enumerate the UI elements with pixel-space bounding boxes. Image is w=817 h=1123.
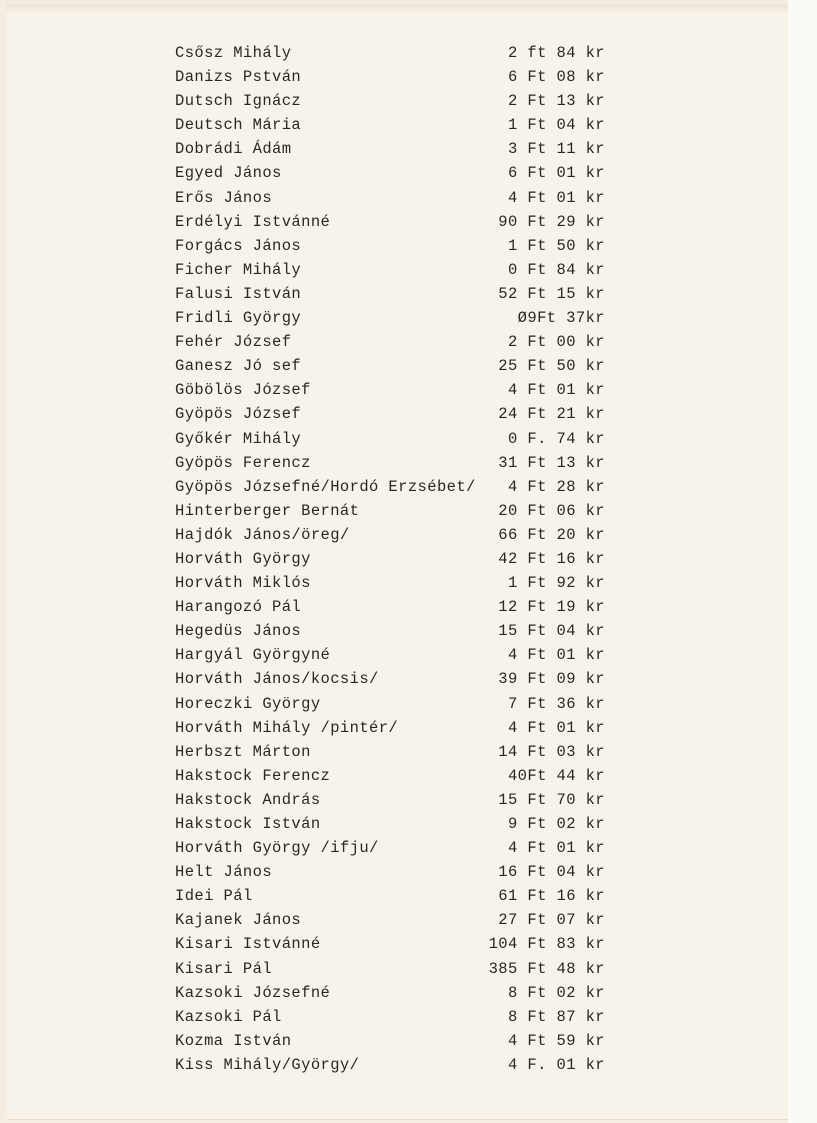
amount: 8 Ft 87 kr [507,1007,605,1026]
person-name: Kazsoki Pál [175,1007,282,1026]
amount: 39 Ft 09 kr [498,670,605,689]
amount: 8 Ft 02 kr [507,983,605,1002]
ledger-row [175,643,615,667]
amount: 4 Ft 01 kr [507,188,605,207]
amount: 4 Ft 01 kr [507,718,605,737]
ledger-row [175,571,615,595]
person-name: Herbszt Márton [175,742,311,761]
ledger-row [175,1053,615,1077]
person-name: Horváth Miklós [175,574,311,593]
person-name: Dobrádi Ádám [175,140,292,159]
person-name: Gyöpös Józsefné/Hordó Erzsébet/ [175,477,476,496]
ledger-row [175,523,615,547]
amount: 61 Ft 16 kr [498,887,605,906]
amount: 1 Ft 50 kr [507,236,605,255]
amount: 6 Ft 01 kr [507,164,605,183]
person-name: Helt János [175,863,273,882]
person-name: Fridli György [175,309,302,328]
ledger-list [175,41,615,1077]
person-name: Hajdók János/öreg/ [175,525,350,544]
amount: 90 Ft 29 kr [498,212,605,231]
amount: 4 Ft 59 kr [507,1031,605,1050]
amount: 52 Ft 15 kr [498,284,605,303]
amount: 2 Ft 00 kr [507,333,605,352]
ledger-row [175,547,615,571]
ledger-row [175,282,615,306]
amount: 15 Ft 70 kr [498,790,605,809]
page-edge [788,0,817,1123]
person-name: Kajanek János [175,911,302,930]
ledger-row [175,884,615,908]
ledger-row [175,89,615,113]
amount: 1 Ft 92 kr [507,574,605,593]
ledger-row [175,667,615,691]
ledger-row [175,908,615,932]
person-name: Ganesz Jó sef [175,357,302,376]
ledger-row [175,451,615,475]
ledger-row [175,378,615,402]
person-name: Hargyál Györgyné [175,646,331,665]
amount: 15 Ft 04 kr [498,622,605,641]
ledger-row [175,41,615,65]
ledger-row [175,932,615,956]
person-name: Hinterberger Bernát [175,501,360,520]
amount: 6 Ft 08 kr [507,68,605,87]
ledger-row [175,427,615,451]
amount: 27 Ft 07 kr [498,911,605,930]
ledger-row [175,186,615,210]
person-name: Gyöpös Ferencz [175,453,311,472]
ledger-row [175,619,615,643]
amount: Ø9Ft 37kr [517,309,605,328]
amount: 3 Ft 11 kr [507,140,605,159]
amount: 0 F. 74 kr [507,429,605,448]
person-name: Forgács János [175,236,302,255]
person-name: Deutsch Mária [175,116,302,135]
person-name: Göbölös József [175,381,311,400]
amount: 31 Ft 13 kr [498,453,605,472]
person-name: Horváth György /ifju/ [175,839,379,858]
ledger-row [175,692,615,716]
ledger-row [175,113,615,137]
amount: 2 Ft 13 kr [507,92,605,111]
ledger-row [175,137,615,161]
person-name: Fehér József [175,333,292,352]
amount: 0 Ft 84 kr [507,260,605,279]
amount: 104 Ft 83 kr [488,935,605,954]
person-name: Csősz Mihály [175,44,292,62]
amount: 9 Ft 02 kr [507,815,605,833]
amount: 385 Ft 48 kr [488,959,605,978]
person-name: Egyed János [175,164,282,183]
ledger-row [175,836,615,860]
amount: 24 Ft 21 kr [498,405,605,424]
person-name: Horeczki György [175,694,321,713]
ledger-row [175,306,615,330]
person-name: Kisari Istvánné [175,935,321,954]
ledger-row [175,354,615,378]
person-name: Idei Pál [175,887,253,906]
ledger-row [175,499,615,523]
person-name: Horváth Mihály /pintér/ [175,718,399,737]
amount: 42 Ft 16 kr [498,549,605,568]
ledger-row [175,210,615,234]
person-name: Ficher Mihály [175,260,302,279]
person-name: Hakstock Ferencz [175,766,331,785]
ledger-row [175,475,615,499]
ledger-row [175,402,615,426]
amount: 1 Ft 04 kr [507,116,605,135]
amount: 20 Ft 06 kr [498,501,605,520]
ledger-row [175,764,615,788]
ledger-row [175,740,615,764]
person-name: Erdélyi Istvánné [175,212,331,231]
ledger-row [175,1005,615,1029]
person-name: Kiss Mihály/György/ [175,1055,360,1074]
ledger-row [175,234,615,258]
ledger-row [175,65,615,89]
ledger-row [175,812,615,836]
person-name: Hakstock András [175,790,321,809]
amount: 4 F. 01 kr [507,1055,605,1074]
ledger-row [175,258,615,282]
ledger-row [175,330,615,354]
amount: 4 Ft 01 kr [507,381,605,400]
person-name: Győkér Mihály [175,429,302,448]
person-name: Hegedüs János [175,622,302,641]
ledger-row [175,1029,615,1053]
amount: 7 Ft 36 kr [507,694,605,713]
person-name: Kazsoki Józsefné [175,983,331,1002]
amount: 2 ft 84 kr [507,44,605,62]
amount: 40Ft 44 kr [507,766,605,785]
person-name: Dutsch Ignácz [175,92,302,111]
amount: 66 Ft 20 kr [498,525,605,544]
amount: 4 Ft 28 kr [507,477,605,496]
ledger-row [175,788,615,812]
amount: 25 Ft 50 kr [498,357,605,376]
ledger-row [175,860,615,884]
amount: 16 Ft 04 kr [498,863,605,882]
person-name: Erős János [175,188,273,207]
ledger-row [175,716,615,740]
amount: 4 Ft 01 kr [507,646,605,665]
amount: 4 Ft 01 kr [507,839,605,858]
ledger-row [175,957,615,981]
person-name: Horváth György [175,549,311,568]
person-name: Harangozó Pál [175,598,302,617]
person-name: Falusi István [175,284,302,303]
ledger-row [175,161,615,185]
ledger-row [175,981,615,1005]
amount: 12 Ft 19 kr [498,598,605,617]
person-name: Gyöpös József [175,405,302,424]
ledger-row [175,595,615,619]
person-name: Danizs Pstván [175,68,302,87]
person-name: Kisari Pál [175,959,273,978]
person-name: Kozma István [175,1031,292,1050]
person-name: Horváth János/kocsis/ [175,670,379,689]
person-name: Hakstock István [175,815,321,833]
amount: 14 Ft 03 kr [498,742,605,761]
